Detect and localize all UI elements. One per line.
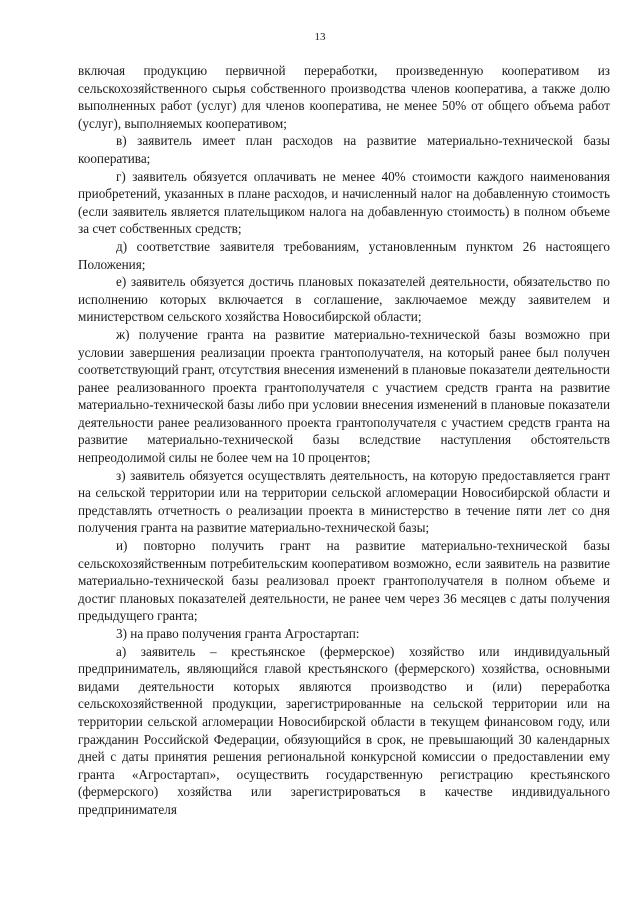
page-number: 13 xyxy=(314,31,326,43)
paragraph-item-zh: ж) получение гранта на развитие материально-технической базы возможно при условии завершения реализации проекта грантополучателя, на который ранее был получен соответствующий грант, отсутствия внесения изменений в плановые показатели деятельности ранее реализованного проекта грантополучателя с участием средств гранта на развитие материально-технической базы либо при условии внесения изменений в плановые показатели деятельности ранее реализованного проекта грантополучателя с участием средств гранта на развитие материально-технической базы вследствие наступления обстоятельств непреодолимой силы не более чем на 10 процентов; xyxy=(78,326,610,466)
paragraph-item-a: а) заявитель – крестьянское (фермерское) хозяйство или индивидуальный предприниматель, являющийся главой крестьянского (фермерского) хозяйства, основными видами деятельности которых являются производство и (или) переработка сельскохозяйственной продукции, зарегистрированные на сельской территории или на территории сельской агломерации Новосибирской области в текущем финансовом году, или гражданин Российской Федерации, обязующийся в срок, не превышающий 30 календарных дней с даты принятия решения региональной конкурсной комиссии о предоставлении ему гранта «Агростартап», осуществить государственную регистрацию крестьянского (фермерского) хозяйства или зарегистрироваться в качестве индивидуального предпринимателя xyxy=(78,643,610,817)
paragraph-item-g: г) заявитель обязуется оплачивать не менее 40% стоимости каждого наименования приобретений, указанных в плане расходов, и начисленный налог на добавленную стоимость (если заявитель является плательщиком налога на добавленную стоимость) в полном объеме за счет собственных средств; xyxy=(78,168,610,237)
paragraph-item-e: е) заявитель обязуется достичь плановых показателей деятельности, обязательство по исполнению которых включается в соглашение, заключаемое между заявителем и министерством сельского хозяйства Новосибирской области; xyxy=(78,274,610,325)
paragraph-section-3: 3) на право получения гранта Агростартап: xyxy=(116,626,360,641)
document-body xyxy=(78,62,610,819)
paragraph-item-d: д) соответствие заявителя требованиям, установленным пунктом 26 настоящего Положения; xyxy=(78,238,610,272)
paragraph-continuation: включая продукцию первичной переработки, произведенную кооперативом из сельскохозяйственного сырья собственного производства членов кооператива, а также долю выполненных работ (услуг) для членов кооператива, не менее 50% от общего объема работ (услуг), выполняемых кооперативом; xyxy=(78,63,610,131)
paragraph-item-z: з) заявитель обязуется осуществлять деятельность, на которую предоставляется грант на сельской территории или на территории сельской агломерации Новосибирской области и представлять отчетность о реализации проекта в министерство в течение пяти лет со дня получения гранта на развитие материально-технической базы; xyxy=(78,467,610,536)
paragraph-item-i: и) повторно получить грант на развитие материально-технической базы сельскохозяйственным потребительским кооперативом возможно, если заявитель на развитие материально-технической базы реализовал проект грантополучателя в полном объеме и достиг плановых показателей деятельности, не ранее чем через 36 месяцев с даты получения предыдущего гранта; xyxy=(78,538,610,624)
paragraph-item-v: в) заявитель имеет план расходов на развитие материально-технической базы кооператива; xyxy=(78,133,610,166)
